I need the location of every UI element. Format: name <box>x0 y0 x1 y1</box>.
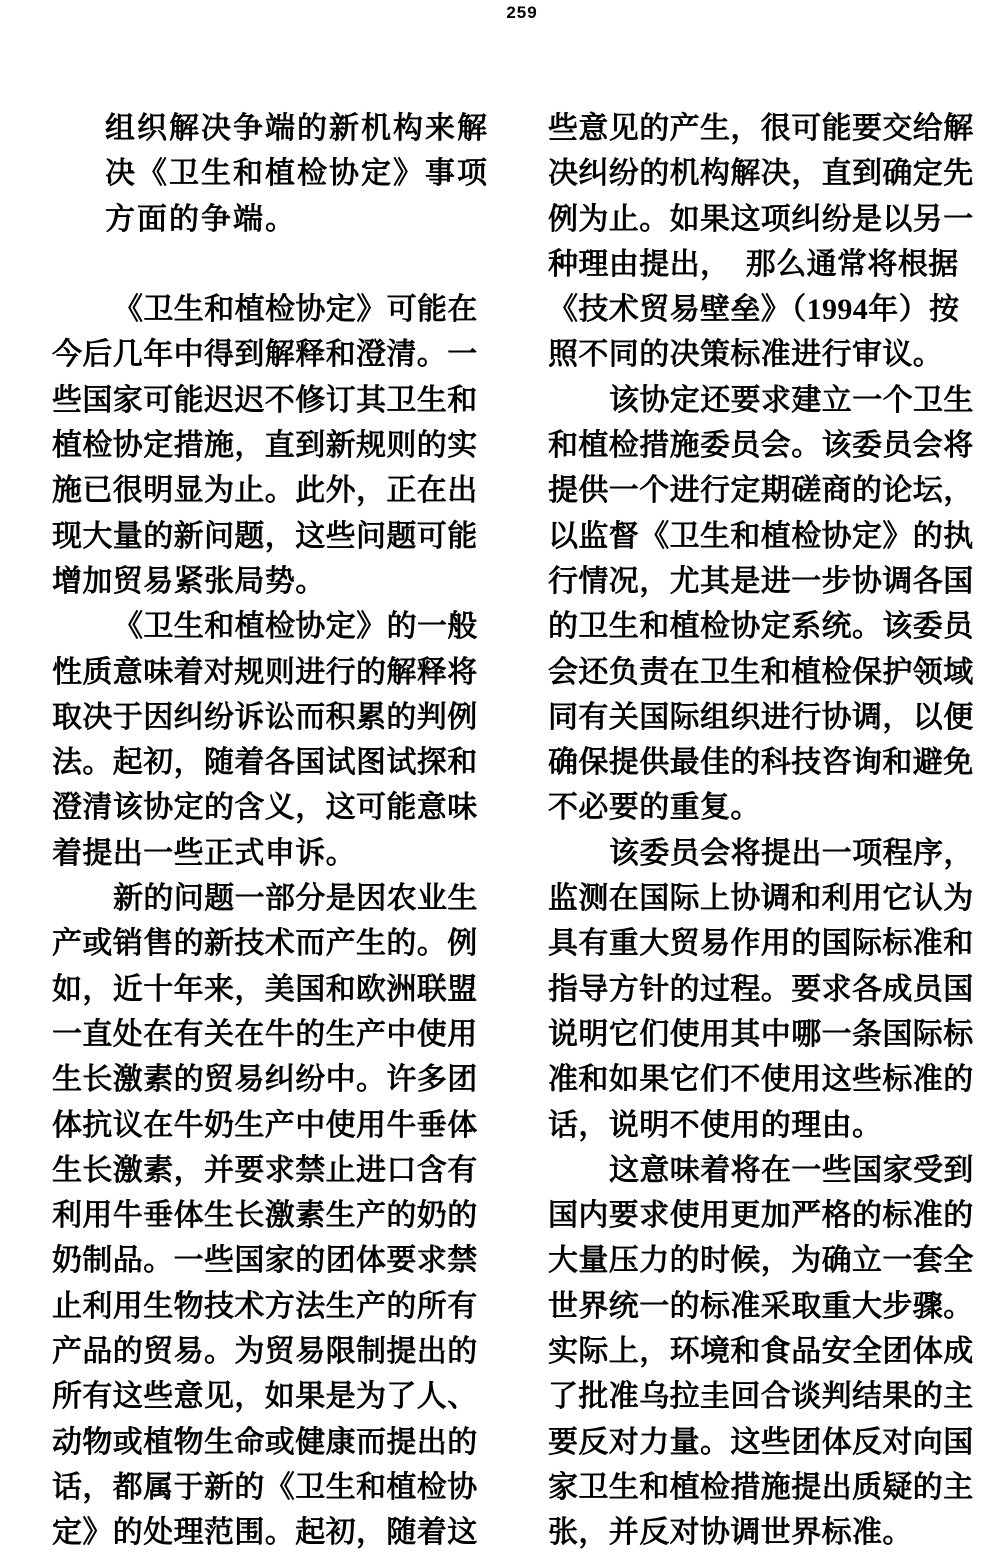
text-line: 同有关国际组织进行协调，以便 <box>548 700 974 734</box>
text-line: 施已很明显为止。此外，正在出 <box>52 474 478 508</box>
text-line: 动物或植物生命或健康而提出的 <box>52 1425 478 1459</box>
text-line: 提供一个进行定期磋商的论坛， <box>548 474 974 508</box>
text-line: 组织解决争端的新机构来解 <box>105 112 489 145</box>
text-line: 方面的争端。 <box>105 202 297 236</box>
text-line: 该委员会将提出一项程序， <box>609 836 974 870</box>
text-line: 体抗议在牛奶生产中使用牛垂体 <box>52 1108 478 1142</box>
text-line: 说明它们使用其中哪一条国际标 <box>548 1017 974 1051</box>
text-line: 决纠纷的机构解决，直到确定先 <box>548 157 974 191</box>
text-line: 以监督《卫生和植检协定》的执 <box>548 519 974 553</box>
text-line: 话，说明不使用的理由。 <box>548 1108 883 1142</box>
paragraph <box>548 378 978 831</box>
text-line: 行情况，尤其是进一步协调各国 <box>548 564 974 598</box>
right-column <box>548 106 978 1556</box>
text-line: 今后几年中得到解释和澄清。一 <box>52 338 478 372</box>
text-line: 家卫生和植检措施提出质疑的主 <box>548 1470 974 1504</box>
text-line: 产品的贸易。为贸易限制提出的 <box>52 1335 478 1369</box>
text-line: 着提出一些正式申诉。 <box>52 836 356 870</box>
text-line: 增加贸易紧张局势。 <box>52 564 326 598</box>
text-line: 定》的处理范围。起初，随着这 <box>52 1516 478 1550</box>
text-columns <box>52 106 978 1556</box>
text-line: 新的问题一部分是因农业生 <box>113 882 478 916</box>
paragraph <box>52 876 482 1555</box>
text-line: 这意味着将在一些国家受到 <box>609 1153 974 1187</box>
text-line: 所有这些意见，如果是为了人、 <box>52 1380 478 1414</box>
text-line: 取决于因纠纷诉讼而积累的判例 <box>52 700 478 734</box>
text-line: 决《卫生和植检协定》事项 <box>105 157 489 191</box>
text-line: 生长激素，并要求禁止进口含有 <box>52 1153 478 1187</box>
page-number: 259 <box>506 3 538 22</box>
text-line: 了批准乌拉圭回合谈判结果的主 <box>548 1380 974 1414</box>
text-line: 会还负责在卫生和植检保护领域 <box>548 655 974 689</box>
paragraph <box>548 106 978 378</box>
text-line: 具有重大贸易作用的国际标准和 <box>548 927 974 961</box>
text-line: 些国家可能迟迟不修订其卫生和 <box>52 383 478 417</box>
text-line: 张，并反对协调世界标准。 <box>548 1516 913 1550</box>
paragraph <box>52 604 482 876</box>
hanging-indent-block <box>52 106 489 242</box>
paragraph <box>548 831 978 1148</box>
text-line: 照不同的决策标准进行审议。 <box>548 338 944 372</box>
text-line: 《技术贸易壁垒》（1994年）按 <box>548 293 960 327</box>
text-line: 话，都属于新的《卫生和植检协 <box>52 1470 478 1504</box>
text-line: 利用牛垂体生长激素生产的奶的 <box>52 1199 478 1233</box>
text-line: 植检协定措施，直到新规则的实 <box>52 429 478 463</box>
text-line: 指导方针的过程。要求各成员国 <box>548 972 974 1006</box>
text-line: 《卫生和植检协定》的一般 <box>113 610 478 644</box>
text-line: 准和如果它们不使用这些标准的 <box>548 1063 974 1097</box>
text-line: 和植检措施委员会。该委员会将 <box>548 429 974 463</box>
text-line: 实际上，环境和食品安全团体成 <box>548 1335 974 1369</box>
text-line: 止利用生物技术方法生产的所有 <box>52 1289 478 1323</box>
text-line: 些意见的产生，很可能要交给解 <box>548 112 974 145</box>
text-line: 《卫生和植检协定》可能在 <box>113 293 478 327</box>
text-line: 奶制品。一些国家的团体要求禁 <box>52 1244 478 1278</box>
text-line: 生长激素的贸易纠纷中。许多团 <box>52 1063 478 1097</box>
paragraph <box>52 287 482 604</box>
left-column <box>52 106 489 1556</box>
text-line: 性质意味着对规则进行的解释将 <box>52 655 478 689</box>
text-line: 国内要求使用更加严格的标准的 <box>548 1199 974 1233</box>
text-line: 澄清该协定的含义，这可能意味 <box>52 791 478 825</box>
text-line: 该协定还要求建立一个卫生 <box>609 383 974 417</box>
text-line: 确保提供最佳的科技咨询和避免 <box>548 746 974 780</box>
text-line: 监测在国际上协调和利用它认为 <box>548 882 974 916</box>
text-line: 法。起初，随着各国试图试探和 <box>52 746 478 780</box>
paragraph <box>548 1148 978 1556</box>
text-line: 一直处在有关在牛的生产中使用 <box>52 1017 478 1051</box>
text-line: 的卫生和植检协定系统。该委员 <box>548 610 974 644</box>
text-line: 现大量的新问题，这些问题可能 <box>52 519 478 553</box>
text-line: 大量压力的时候，为确立一套全 <box>548 1244 974 1278</box>
text-line: 种理由提出， 那么通常将根据 <box>548 247 959 281</box>
text-line: 产或销售的新技术而产生的。例 <box>52 927 478 961</box>
text-line: 不必要的重复。 <box>548 791 761 825</box>
text-line: 世界统一的标准采取重大步骤。 <box>548 1289 974 1323</box>
text-line: 如，近十年来，美国和欧洲联盟 <box>52 972 478 1006</box>
text-line: 例为止。如果这项纠纷是以另一 <box>548 202 974 236</box>
text-line: 要反对力量。这些团体反对向国 <box>548 1425 974 1459</box>
